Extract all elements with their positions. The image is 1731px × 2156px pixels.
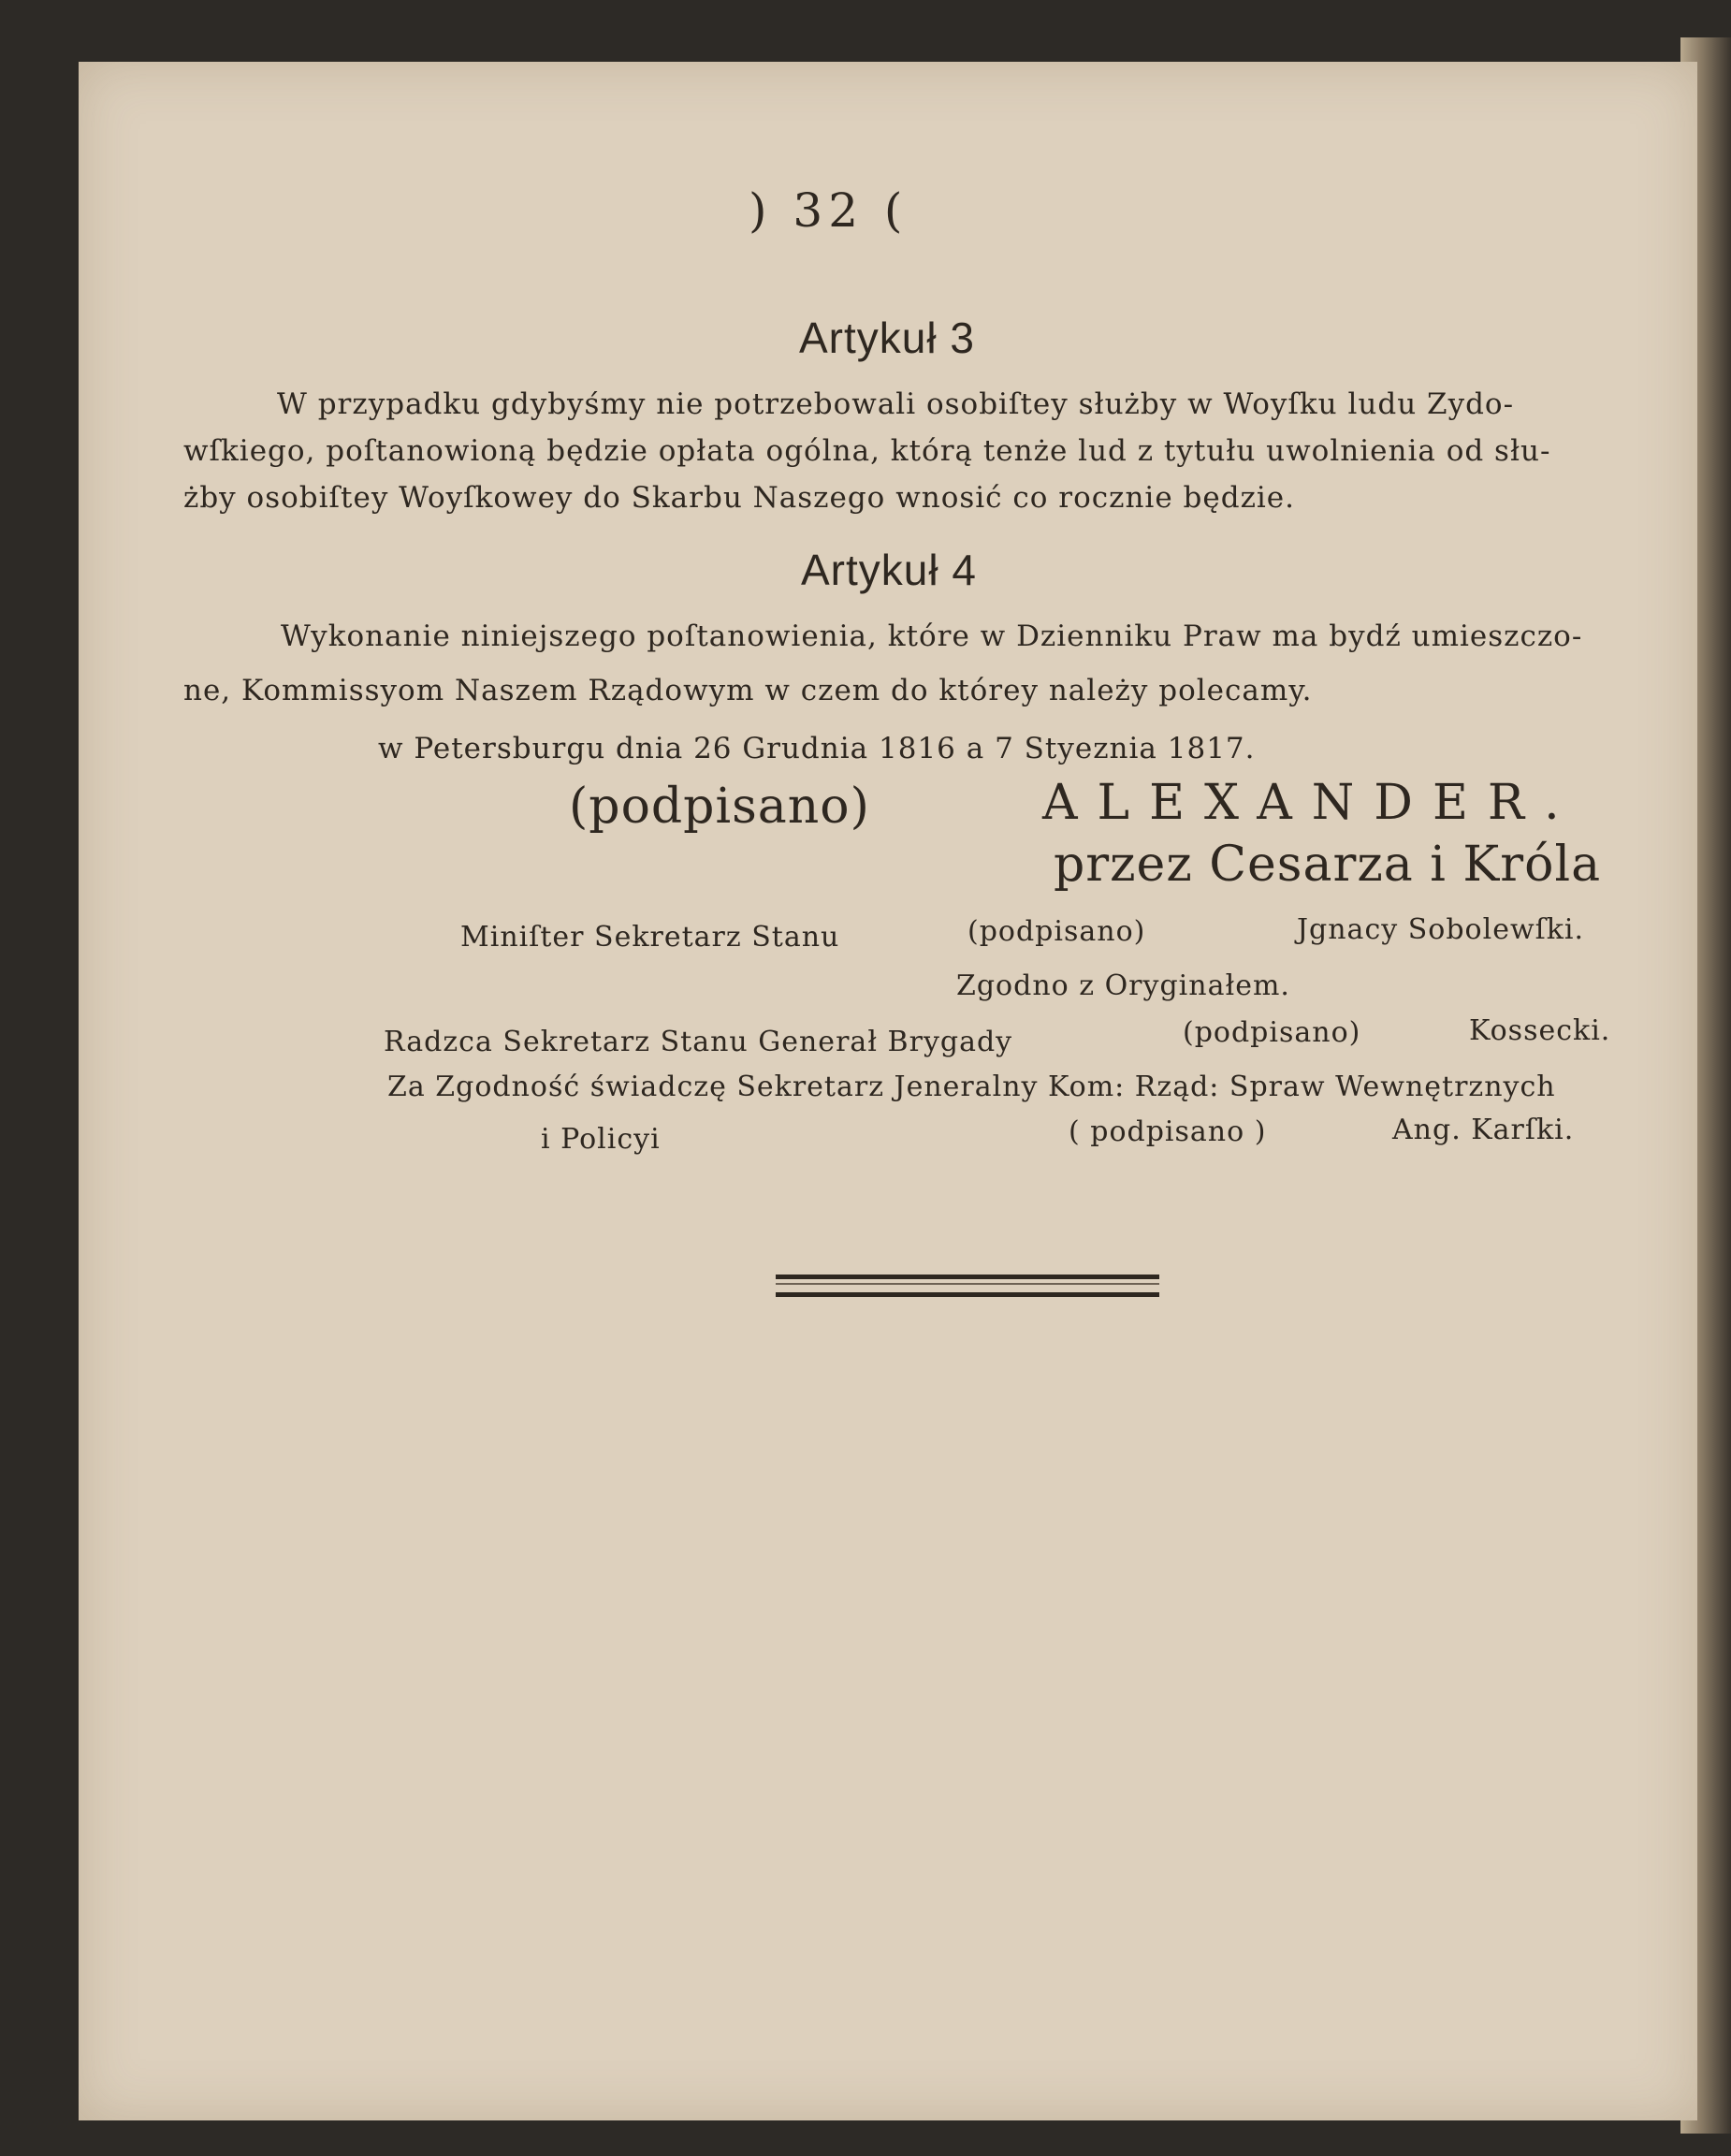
article-3-line-1: W przypadku gdybyśmy nie potrzebowali osobiſtey służby w Woyſku ludu Zydo- — [277, 387, 1515, 421]
radzca-podpisano: (podpisano) — [1183, 1016, 1361, 1049]
document-page — [79, 62, 1697, 2120]
closing-rule — [776, 1275, 1159, 1297]
signature-podpisano: (podpisano) — [569, 779, 870, 835]
signature-name: ALEXANDER. — [1042, 775, 1579, 831]
article-4-line-2: ne, Kommissyom Naszem Rządowym w czem do którey należy polecamy. — [183, 674, 1313, 707]
minister-role: Miniſter Sekretarz Stanu — [460, 921, 840, 954]
minister-name: Jgnacy Sobolewſki. — [1297, 913, 1585, 946]
page-number: ) 32 ( — [749, 183, 909, 238]
article-3-title: Artykuł 3 — [799, 313, 975, 362]
article-4-line-1: Wykonanie niniejszego poſtanowienia, które w Dzienniku Praw ma bydź umieszczo- — [281, 619, 1583, 653]
zgodnosc-podpisano: ( podpisano ) — [1069, 1115, 1267, 1148]
zgodnosc-line-1: Za Zgodność świadczę Sekretarz Jeneralny Kom: Rząd: Spraw Wewnętrznych — [387, 1071, 1556, 1103]
article-3-line-2: wſkiego, poſtanowioną będzie opłata ogólna, którą tenże lud z tytułu uwolnienia od słu- — [183, 434, 1551, 468]
zgodno-z-oryginalem: Zgodno z Oryginałem. — [956, 969, 1290, 1002]
article-3-line-3: żby osobiſtey Woyſkowey do Skarbu Naszego wnosić co rocznie będzie. — [183, 481, 1296, 515]
signature-title: przez Cesarza i Króla — [1054, 837, 1602, 893]
radzca-role: Radzca Sekretarz Stanu Generał Brygady — [384, 1026, 1013, 1058]
zgodnosc-policyi: i Policyi — [541, 1123, 661, 1156]
radzca-name: Kossecki. — [1469, 1014, 1611, 1047]
article-4-title: Artykuł 4 — [801, 546, 977, 594]
place-date: w Petersburgu dnia 26 Grudnia 1816 a 7 Styeznia 1817. — [378, 732, 1256, 765]
minister-podpisano: (podpisano) — [967, 915, 1146, 948]
zgodnosc-name: Ang. Karſki. — [1392, 1114, 1575, 1146]
